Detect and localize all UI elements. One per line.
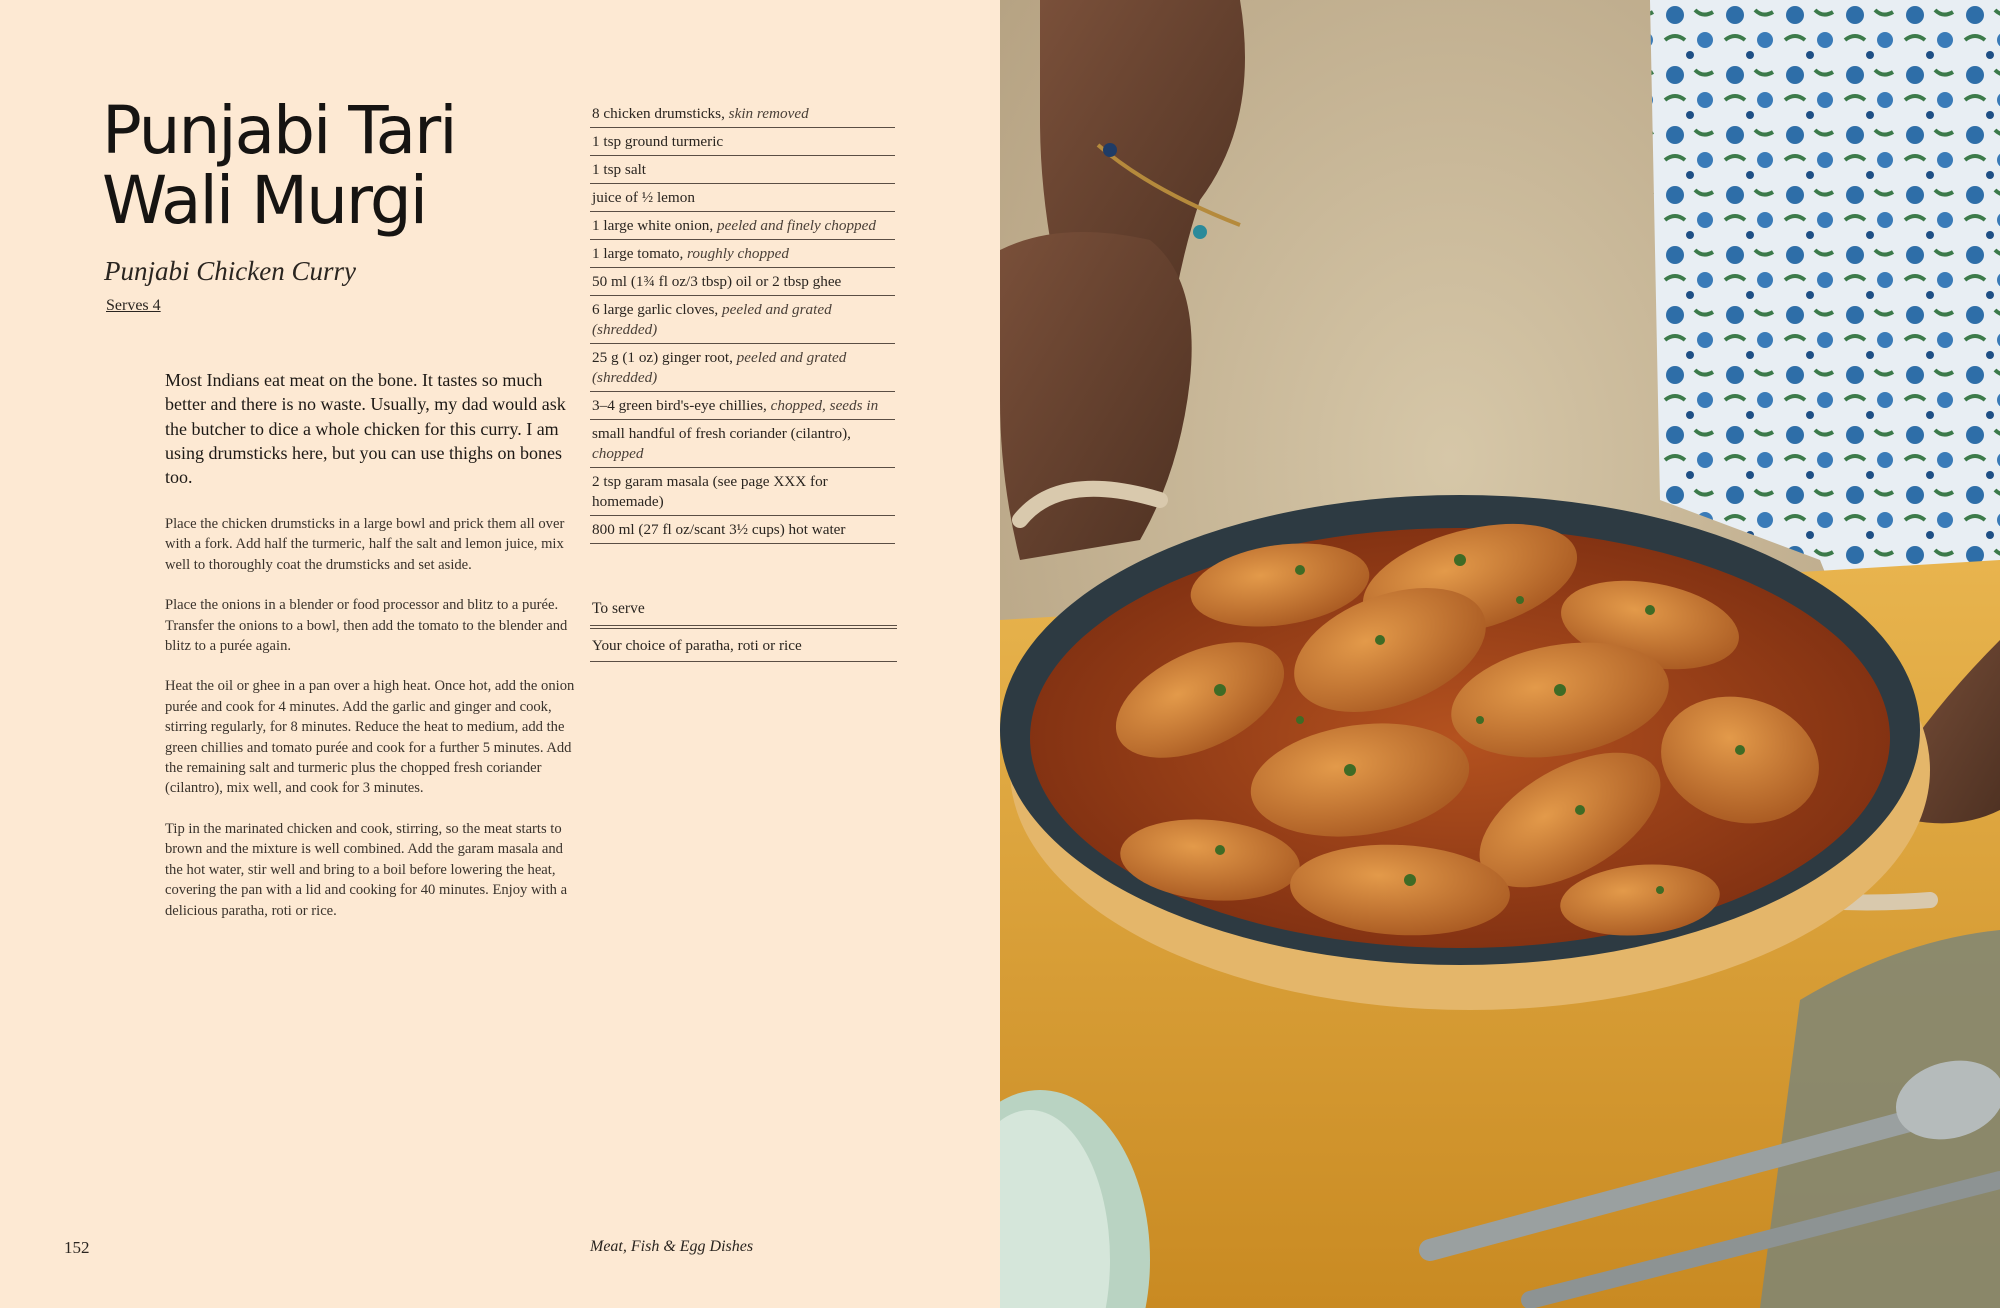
method-step: Tip in the marinated chicken and cook, stirring, so the meat starts to brown and the mixture is well combined. Add the garam masala and the hot water, stir well and bring to a boil before lowering the heat, covering the pan with a lid and cooking for 40 minutes. Enjoy with a delicious paratha, roti or rice.: [165, 820, 568, 919]
ingredient-item: [590, 156, 895, 184]
ingredient-item: [590, 516, 895, 544]
intro-paragraph: Most Indians eat meat on the bone. It tastes so much better and there is no waste. Usually, my dad would ask the butcher to dice a whole chicken for this curry. I am using drumsticks here, but you can use thighs on bones too.: [165, 370, 566, 488]
ingredient-note: peeled and finely chopped: [717, 217, 876, 234]
method-steps: [165, 514, 575, 941]
ingredients-list: [590, 100, 895, 544]
ingredient-text: 3–4 green bird's-eye chillies,: [592, 397, 771, 414]
running-footer-section: Meat, Fish & Egg Dishes: [590, 1238, 754, 1255]
ingredient-text: 8 chicken drumsticks,: [592, 105, 729, 122]
ingredient-item: [590, 468, 895, 516]
right-page-photo: [1000, 0, 2000, 1308]
ingredient-text: 1 large white onion,: [592, 217, 717, 234]
recipe-title-line-1: Punjabi Tari: [102, 92, 456, 169]
method-step: Place the chicken drumsticks in a large bowl and prick them all over with a fork. Add half the turmeric, half the salt and lemon juice, mix well to thoroughly coat the drumsticks and set aside.: [165, 516, 565, 573]
ingredient-text: small handful of fresh coriander (cilantro),: [592, 425, 851, 442]
bracelet-bead: [1193, 225, 1207, 239]
ingredient-item: [590, 392, 895, 420]
ingredient-item: [590, 420, 895, 468]
ingredient-text: 25 g (1 oz) ginger root,: [592, 349, 737, 366]
method-step: Heat the oil or ghee in a pan over a high heat. Once hot, add the onion purée and cook for 4 minutes. Add the garlic and ginger and cook, stirring regularly, for 8 minutes. Reduce the heat to medium, add the green chillies and tomato purée and cook for a further 5 minutes. Add the remaining salt and turmeric plus the chopped fresh coriander (cilantro), mix well, and cook for 3 minutes.: [165, 678, 575, 797]
ingredient-text: 800 ml (27 fl oz/scant 3½ cups) hot water: [592, 521, 846, 538]
ingredient-note: roughly chopped: [687, 245, 789, 262]
page-number: 152: [64, 1238, 90, 1257]
ingredient-item: [590, 128, 895, 156]
ingredient-text: 50 ml (1¾ fl oz/3 tbsp) oil or 2 tbsp ghee: [592, 273, 842, 290]
ingredient-item: [590, 268, 895, 296]
bracelet-bead: [1103, 143, 1117, 157]
ingredient-text: 1 tsp salt: [592, 161, 647, 178]
ingredient-item: [590, 212, 895, 240]
ingredient-note: peeled and grated (shredded): [592, 301, 832, 338]
ingredient-item: [590, 296, 895, 344]
recipe-title-line-2: Wali Murgi: [102, 162, 427, 239]
ingredient-note: skin removed: [728, 105, 809, 122]
ingredient-text: 1 large tomato,: [592, 245, 688, 262]
serves-label: Serves 4: [106, 297, 161, 314]
ingredient-text: 2 tsp garam masala (see page XXX for homemade): [592, 473, 828, 510]
ingredient-text: juice of ½ lemon: [592, 189, 695, 206]
ingredient-note: chopped, seeds in: [770, 397, 879, 414]
ingredient-item: [590, 100, 895, 128]
method-step: Place the onions in a blender or food processor and blitz to a purée. Transfer the onions to a bowl, then add the tomato to the blender and blitz to a purée again.: [165, 597, 568, 655]
ingredient-text: 6 large garlic cloves,: [592, 301, 723, 318]
ingredient-item: [590, 240, 895, 268]
recipe-title: [102, 92, 462, 239]
recipe-subtitle: Punjabi Chicken Curry: [104, 256, 356, 286]
ingredient-note: peeled and grated (shredded): [592, 349, 847, 386]
ingredient-note: chopped: [592, 445, 644, 462]
ingredient-item: [590, 184, 895, 212]
to-serve-heading: To serve: [590, 598, 897, 629]
ingredient-text: 1 tsp ground turmeric: [592, 133, 724, 150]
ingredient-item: [590, 344, 895, 392]
to-serve-item: Your choice of paratha, roti or rice: [590, 634, 897, 662]
curry-pan-photo: [1000, 0, 2000, 1308]
